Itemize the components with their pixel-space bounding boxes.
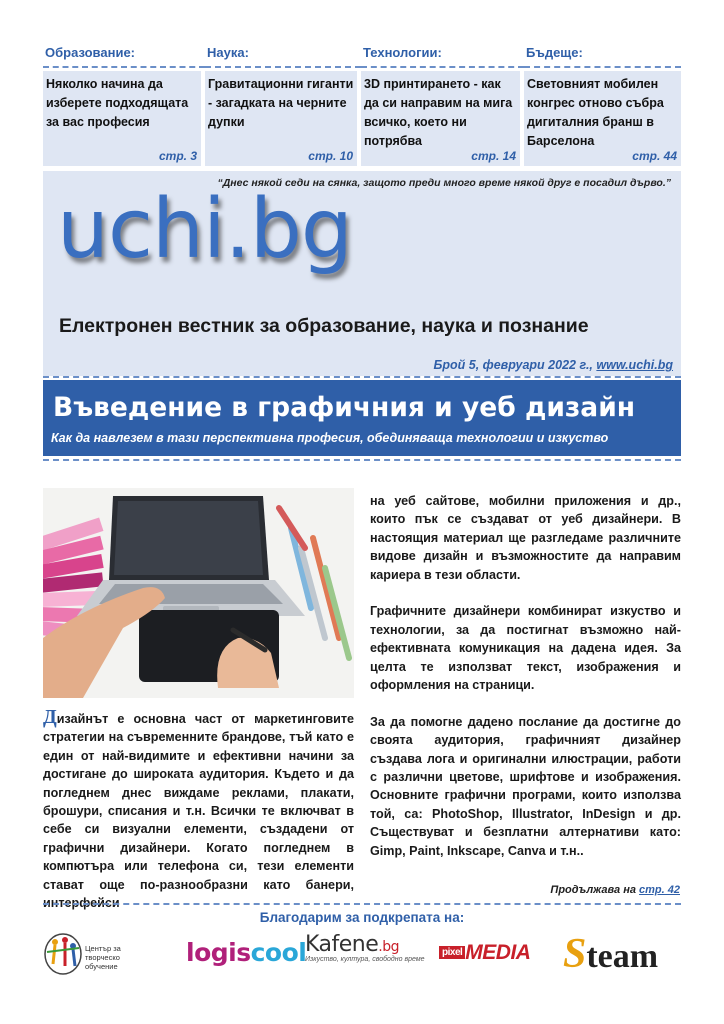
index-page-link[interactable]: стр. 10: [308, 149, 353, 163]
sponsor-name: MEDIA: [465, 941, 531, 964]
index-headline[interactable]: 3D принтирането - как да си направим на мига всичко, което ни потрябва: [364, 77, 513, 148]
continues-label: Продължава на: [550, 884, 640, 896]
sponsor-pixelmedia-logo[interactable]: [439, 941, 530, 965]
masthead-quote: “Днес някой седи на сянка, защото преди много време някой друг е посадил дърво.”: [217, 177, 671, 189]
divider: [43, 376, 681, 378]
index-category: Наука:: [205, 42, 361, 68]
masthead: [43, 171, 681, 376]
sponsor-name: Kafene: [305, 932, 379, 957]
index-item-technology[interactable]: [361, 42, 524, 166]
index-headline[interactable]: Няколко начина да изберете подходящата за вас професия: [46, 77, 189, 129]
continues-note: [550, 884, 680, 896]
section-index: [43, 42, 681, 166]
article-paragraph: изайнът е основна част от маркетинговите стратегии на съвременните брандове, тъй като е един от най-видимите и ефективни начини за достигане до широката аудитория. Където и да погледнем днес виждаме реклами, плакати, брошури, списания и т.н. Всички те включват в себе си визуални елементи, създадени от графични дизайнери. Когато погледнем в компютъра или телефона си, тези елементи стават още по-разнообразни като банери, интерфейси: [43, 712, 354, 911]
article-subtitle: Как да навлезем в тази перспективна професия, обединяваща технологии и изкуство: [51, 431, 609, 445]
sponsor-label: Център за: [85, 944, 121, 953]
designer-workspace-illustration: [43, 488, 354, 698]
index-headline[interactable]: Гравитационни гиганти - загадката на черните дупки: [208, 77, 354, 129]
sponsor-name: logis: [186, 938, 251, 967]
index-item-future[interactable]: [524, 42, 681, 166]
article-body-right: [370, 492, 681, 878]
sponsor-label: творческо обучение: [85, 953, 120, 971]
sponsor-name: S: [563, 931, 587, 977]
article-photo: [43, 488, 354, 698]
sponsor-steam-logo[interactable]: [563, 930, 658, 978]
sponsor-name: pixel: [439, 946, 465, 959]
sponsors-strip: [43, 930, 681, 980]
sponsor-kafene-logo[interactable]: [305, 932, 425, 963]
continues-page-link[interactable]: стр. 42: [639, 884, 680, 896]
sponsor-center-logo[interactable]: [43, 930, 153, 980]
article-body-left: [43, 708, 354, 912]
issue-label: Брой 5, февруари 2022 г.,: [433, 358, 597, 372]
issue-info: [434, 358, 673, 372]
drop-cap: Д: [43, 706, 57, 728]
article-paragraph: Графичните дизайнери комбинират изкуство и технологии, за да постигнат възможно най-ефективната комуникация на дадена идея. За целта те използват текст, изображения и оформления на страници.: [370, 604, 681, 693]
divider: [43, 903, 681, 905]
index-category: Технологии:: [361, 42, 524, 68]
site-url-link[interactable]: www.uchi.bg: [596, 358, 673, 372]
index-page-link[interactable]: стр. 3: [158, 149, 197, 163]
divider: [43, 459, 681, 461]
index-item-education[interactable]: [43, 42, 205, 166]
sponsors-heading: Благодарим за подкрепата на:: [259, 910, 465, 925]
index-headline[interactable]: Световният мобилен конгрес отново събра дигиталния бранш в Барселона: [527, 77, 664, 148]
sponsor-logiscool-logo[interactable]: [186, 938, 306, 967]
sponsor-tagline: Изкуство, култура, свободно време: [305, 956, 425, 963]
article-title: Въведение в графичния и уеб дизайн: [53, 392, 636, 423]
sponsor-name: team: [586, 938, 659, 975]
masthead-tagline: Електронен вестник за образование, наука и познание: [59, 315, 589, 337]
index-page-link[interactable]: стр. 44: [632, 149, 677, 163]
article-paragraph: За да помогне дадено послание да достигне до своята аудитория, графичният дизайнер създава лога и оригинални илюстрации, работи с различни цветове, шрифтове и изображения. Основните графични програми, които използва той, са: PhotoShop, Illustrator, InDesign и др. Съществуват и безплатни алтернативи като: Gimp, Paint, Inkscape, Canva и т.н..: [370, 714, 681, 858]
index-page-link[interactable]: стр. 14: [471, 149, 516, 163]
article-paragraph: на уеб сайтове, мобилни приложения и др., които пък се създават от уеб дизайнери. В настоящия материал ще разгледаме различните видове дизайн и възможностите да направим кариера в тези области.: [370, 494, 681, 582]
index-item-science[interactable]: [205, 42, 361, 166]
people-figures-icon: [43, 930, 83, 976]
article-title-band: [43, 380, 681, 456]
sponsor-domain: .bg: [378, 939, 400, 955]
index-category: Бъдеще:: [524, 42, 681, 68]
sponsor-name: cool: [250, 938, 307, 967]
index-category: Образование:: [43, 42, 205, 68]
site-logo[interactable]: uchi.bg: [57, 182, 352, 277]
